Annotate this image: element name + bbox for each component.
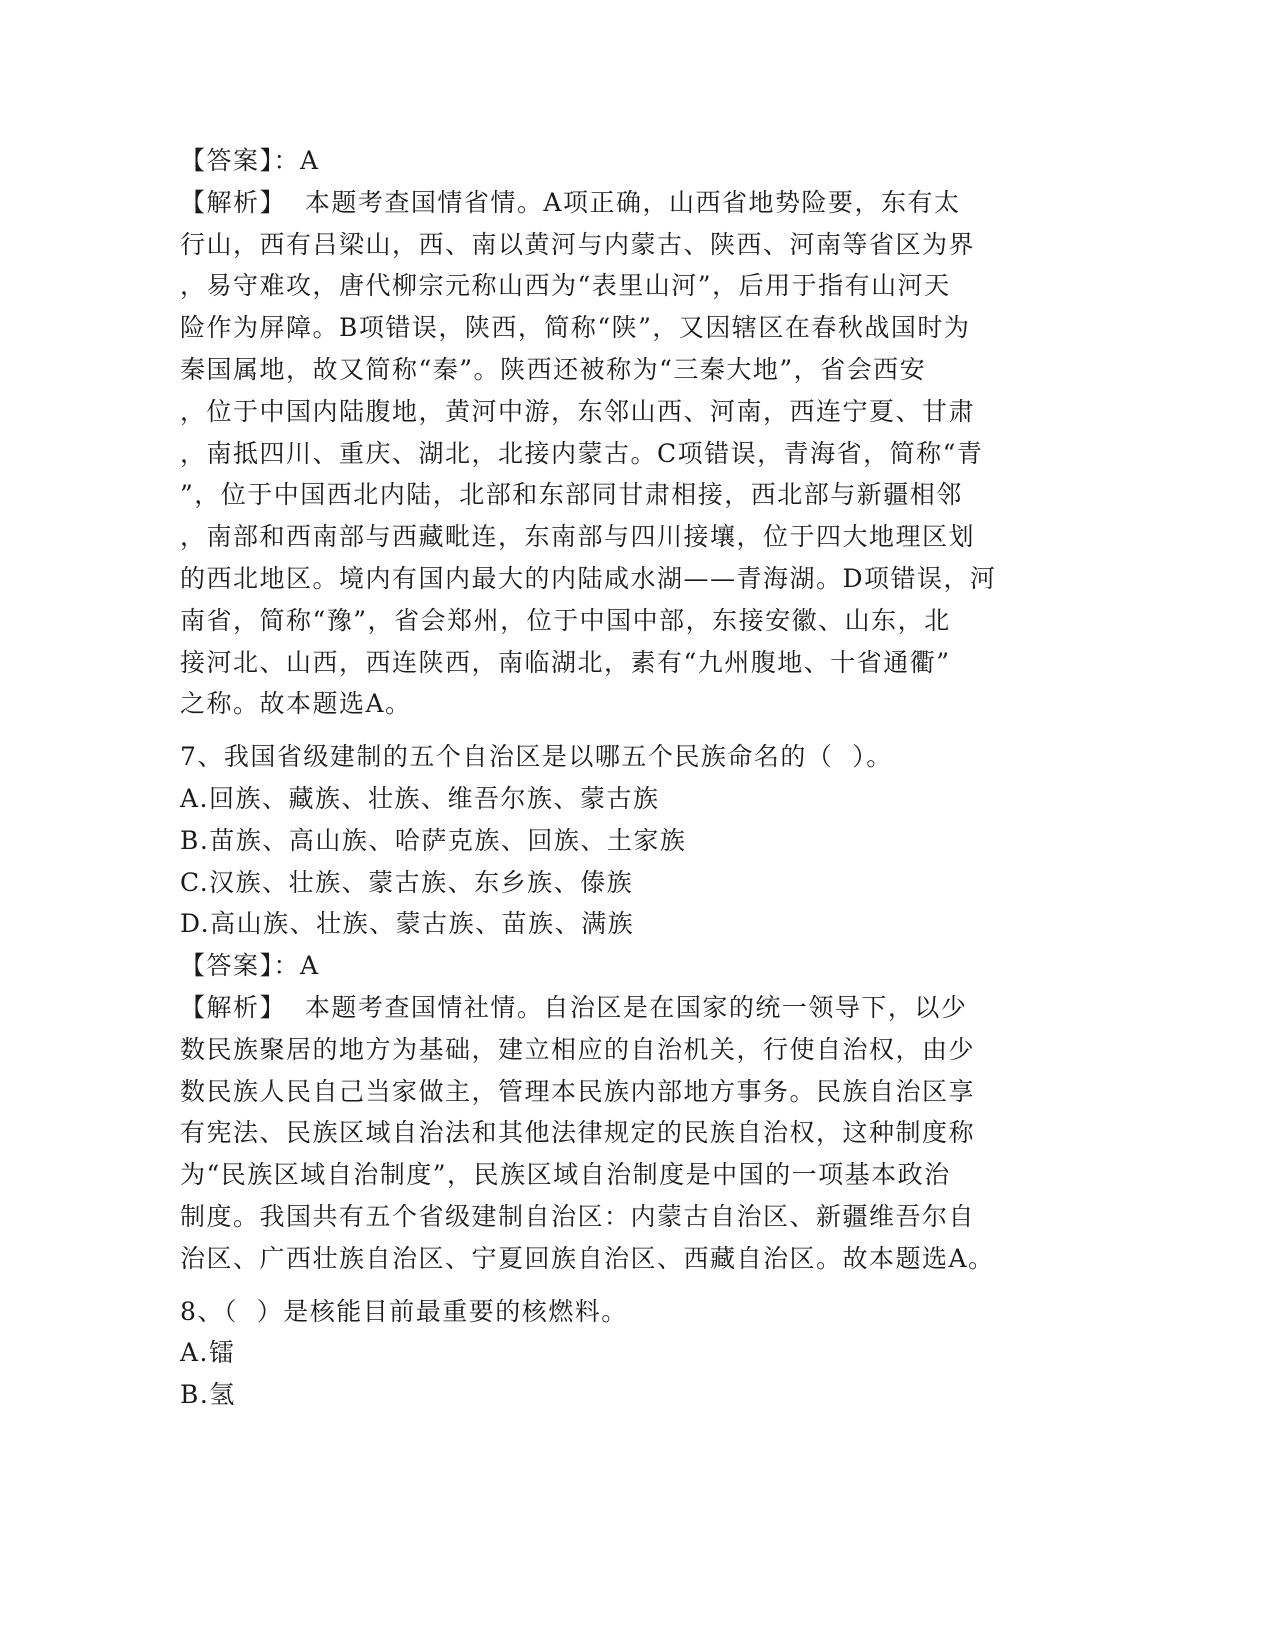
explanation-line: 制度。我国共有五个省级建制自治区：内蒙古自治区、新疆维吾尔自: [180, 1201, 976, 1231]
question-text: 8、（ ）是核能目前最重要的核燃料。: [180, 1296, 628, 1326]
option-a: A.镭: [180, 1338, 236, 1368]
explanation-line: 为“民族区域自治制度”，民族区域自治制度是中国的一项基本政治: [180, 1160, 951, 1190]
option-d: D.高山族、壮族、蒙古族、苗族、满族: [180, 909, 635, 939]
explanation-line: 治区、广西壮族自治区、宁夏回族自治区、西藏自治区。故本题选A。: [180, 1243, 995, 1273]
explanation-line: 数民族人民自己当家做主，管理本民族内部地方事务。民族自治区享: [180, 1076, 976, 1106]
explanation-line: 有宪法、民族区域自治法和其他法律规定的民族自治权，这种制度称: [180, 1118, 976, 1148]
explanation-line: ，易守难攻，唐代柳宗元称山西为“表里山河”，后用于指有山河天: [180, 271, 951, 301]
explanation-line: 之称。故本题选A。: [180, 689, 412, 719]
explanation-line: 秦国属地，故又简称“秦”。陕西还被称为“三秦大地”，省会西安: [180, 354, 927, 384]
question-7: [180, 736, 1050, 1279]
answer-label: 【答案】：A: [180, 951, 320, 981]
question-8: [180, 1291, 1050, 1416]
explanation-line: 数民族聚居的地方为基础，建立相应的自治机关，行使自治权，由少: [180, 1034, 976, 1064]
explanation-line: 【解析】 本题考查国情社情。自治区是在国家的统一领导下，以少: [180, 992, 968, 1022]
q6-explanation: [180, 140, 1050, 725]
spacer: [180, 725, 1050, 736]
explanation-line: 接河北、山西，西连陕西，南临湖北，素有“九州腹地、十省通衢”: [180, 647, 951, 677]
explanation-line: 【解析】 本题考查国情省情。A项正确，山西省地势险要，东有太: [180, 187, 961, 217]
explanation-line: 的西北地区。境内有国内最大的内陆咸水湖——青海湖。D项错误，河: [180, 563, 997, 593]
document-page: [180, 140, 1050, 1416]
option-c: C.汉族、壮族、蒙古族、东乡族、傣族: [180, 867, 634, 897]
option-a: A.回族、藏族、壮族、维吾尔族、蒙古族: [180, 783, 660, 813]
answer-label: 【答案】：A: [180, 146, 320, 175]
question-text: 7、我国省级建制的五个自治区是以哪五个民族命名的（ ）。: [180, 742, 893, 772]
explanation-line: ”，位于中国西北内陆，北部和东部同甘肃相接，西北部与新疆相邻: [180, 480, 963, 510]
spacer: [180, 1280, 1050, 1291]
explanation-line: 南省，简称“豫”，省会郑州，位于中国中部，东接安徽、山东，北: [180, 605, 951, 635]
explanation-line: ，南抵四川、重庆、湖北，北接内蒙古。C项错误，青海省，简称“青: [180, 438, 984, 468]
option-b: B.氢: [180, 1380, 236, 1410]
explanation-line: 险作为屏障。B项错误，陕西，简称“陕”，又因辖区在春秋战国时为: [180, 313, 971, 343]
explanation-line: ，位于中国内陆腹地，黄河中游，东邻山西、河南，西连宁夏、甘肃: [180, 396, 976, 426]
explanation-line: 行山，西有吕梁山，西、南以黄河与内蒙古、陕西、河南等省区为界: [180, 229, 976, 259]
explanation-line: ，南部和西南部与西藏毗连，东南部与四川接壤，位于四大地理区划: [180, 522, 976, 552]
option-b: B.苗族、高山族、哈萨克族、回族、土家族: [180, 825, 687, 855]
